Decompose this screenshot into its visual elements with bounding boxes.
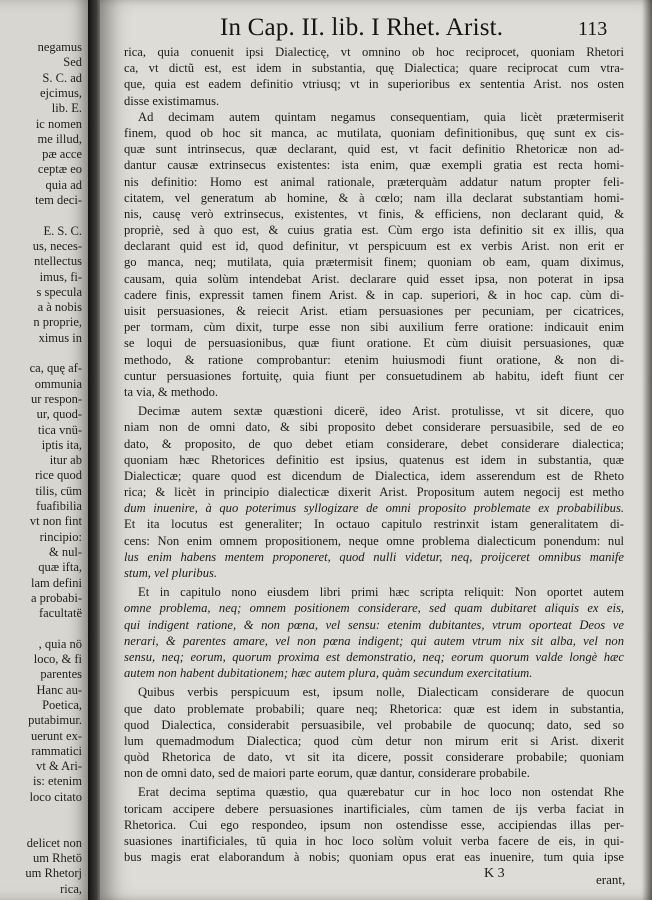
text-line: quoniam hæc Rhetorices definitio est ipsius, quatenus est idem in substantia, quæ [124,452,624,467]
text-line: quòd Rhetorica de dato, vt sit ita dicere, possit considerare probabile; quoniam [124,750,624,765]
left-page-line: rammatici [31,743,82,758]
text-line: rica; & licèt in principio dialecticæ dixerit Arist. Propositum autem negocij est metho [124,485,624,500]
left-page-line: S. C. ad [42,70,82,85]
left-page-line: quæ ifta, [38,560,82,575]
text-line: sensu, neq; eorum, quorum proxima est demonstratio, neq; eorum quorum valde longè hæc [124,649,624,664]
left-page-line: ur, quod- [36,407,82,422]
catchword: erant, [596,872,626,887]
left-page-line: itur ab [49,453,82,468]
left-page-line: imus, fi- [39,269,82,284]
text-line: toricam accipere debere persuasiones inartificiales, cùm tamen de ijs verba faciat in [124,801,624,816]
left-page-line: parentes [40,667,82,682]
left-page-line: a probabi- [30,590,82,605]
text-line: cadere finis, expressit tamen finem Arist. & in cap. superiori, & in hoc cap. cùm di- [124,287,624,302]
left-page-line: tica vnü- [37,422,82,437]
signature-mark: K 3 [484,866,505,881]
left-page-line: facultatë [38,606,82,621]
left-page-line: negamus [37,40,82,54]
left-page-line: vt & Ari- [36,759,82,774]
left-page-line: Poetica, [42,697,82,712]
left-page-line: n proprie, [33,315,82,330]
text-line: lus enim habens mentem proponeret, quod nulli videtur, neq, proijceret omnibus manife [124,549,624,564]
left-page-line: loco, & fi [33,652,82,666]
text-line: causam, quia solùm intendebat Arist. declarare quid esset ipsa, non poterat in ipsa [124,271,624,286]
text-line: declarant quid est id, quod definitur, vt perspicuum est ex verbis Arist. non erit er [124,239,624,254]
left-page-line: tilis, cüm [35,483,82,498]
left-page-line: um Rhetö [33,850,82,865]
text-line: quæ sunt intrinsecus, quæ declarant, quid est, vt facit definitio Rhetoricæ non ad- [124,142,624,157]
text-line: finem, quod ob hoc sit manca, ac mutilata, quoniam definitionibus, quę sunt ex cis- [124,125,624,140]
text-line: qui indigent ratione, & non pœna, vel sensu: etenim dubitantes, vtrum oporteat Deos ve [124,617,624,632]
text-line: Et in capitulo nono eiusdem libri primi hæc scripta reliquit: Non oportet autem [138,585,624,600]
left-page-line: quia ad [45,177,82,192]
text-line: Erat decima septima quæstio, qua quærebatur cur in hoc loco non ostendat Rhe [138,785,624,800]
left-page-line: & nul- [49,544,82,559]
left-page-line: us, neces- [32,238,82,253]
left-page-line: iptis ita, [41,437,82,452]
left-page-line: s specula [36,284,82,299]
left-page-line: lib. E. [51,101,82,116]
text-line: bus magis erat elaborandum à nobis; quoniam opus erat eas inuenire, tum quia ipse [124,850,624,865]
text-line: cuntur persuasiones fortuitę, quia fiunt per consuetudinem ab habitu, ideft fiunt cer [124,368,624,383]
running-head: In Cap. II. lib. I Rhet. Arist. [220,14,504,41]
text-line: citatem, vel generatum ab homine, & à cœlo; nam illa declarat substantiam homi- [124,190,624,205]
left-page-line: , quia nö [38,636,82,651]
text-line: nerari, & parentes amare, vel non pœna indigent; qui autem vtrum nix sit alba, vel non [124,633,624,648]
text-line: dantur causæ extrinsecus existentes: ista enim, quæ exempli gratia est recta homi- [124,158,624,173]
text-line: Et ita locutus est generaliter; In octauo capitulo restrinxit istam generalitatem di- [124,517,624,532]
text-line: ta via, & methodo. [124,384,219,399]
left-page-line: uerunt ex- [30,728,82,743]
text-line: niam non de omni dato, & sibi proposito debet considerare persuasibile, sed de eo [124,420,624,435]
left-page-line: ca, quę af- [29,361,82,376]
left-page-line: ceptæ eo [37,162,82,177]
left-page-line: vt non fint [29,514,82,529]
text-line: lum quemadmodum Dialectica; quod cùm detur non mirum erit si Arist. dixerit [124,733,624,748]
text-line: nis definitio: Homo est animal rationale, præterquàm addatur natum propter feli- [124,174,624,189]
text-line: Quibus verbis perspicuum est, ipsum nolle, Dialecticam considerare de quocun [138,685,624,700]
text-line: Ad decimam autem quintam negamus consequentiam, quia licèt prætermiserit [138,109,624,124]
text-line: se loqui de persuasionibus, quæ fiunt oratione. Et cùm diuisit persuasiones, quæ [124,336,624,351]
left-page-line: me illud, [37,131,82,146]
text-line: suasiones inartificiales, tũ quia in hoc loco solùm voluit verba facere de eis, in qui- [124,834,624,848]
left-page-line: um Rhetorj [25,866,82,881]
text-line: non de omni dato, sed de maiori parte eorum, quæ dantur, considerare probabile. [124,766,530,781]
left-page-line: ur respon- [30,391,82,406]
text-line: Dialecticæ; quare quod est dicendum de Dialectica, idem asserendum est de Rheto [124,468,624,483]
text-line: rica, quia conuenit ipsi Dialecticę, vt omnino ob hoc reciprocet, quoniam Rhetori [124,45,624,59]
text-line: Decimæ autem sextæ quæstioni dicerë, ideo Arist. protulisse, vt sit dicere, quo [138,404,624,419]
left-page-line: ic nomen [35,116,82,131]
text-line: omne problema, neq; omnem positionem considerare, sed quam dubitaret aliquis ex eis, [124,601,624,616]
left-page-line: delicet non [26,835,82,850]
text-line: Rhetorica. Cui ego respondeo, ipsum non ostendisse esse, accipiendas illas per- [124,817,624,832]
left-page-line: rica, [60,881,82,896]
text-line: go manca, neq; mutilata, quia prætermisit finem; quoniam ob eam, quam diximus, [124,255,624,270]
page-edge-shadow [642,0,652,900]
left-page-line: ejcimus, [39,85,82,100]
text-line: ca, vt dictũ est, est idem in substantia, quę Dialectica; quare reciprocat cum vtra- [124,61,624,76]
left-page-line: lam defini [30,575,82,590]
left-page-line: ommunia [34,376,82,391]
left-page-line: ntellectus [34,254,82,269]
left-page-line: fuafibilia [36,499,82,513]
text-line: cens: Non enim omnem propositionem, neque omne problema dialecticum ponendum: nul [124,533,624,548]
left-page-line: rice quod [35,468,82,483]
left-page-line: ximus in [38,330,82,345]
left-page-line: pæ acce [42,147,82,162]
left-page-line: E. S. C. [43,223,82,238]
text-line: disse existimamus. [124,93,220,108]
left-page-line: Sed [63,55,82,70]
text-line: methodo, & ratione comprobantur: etenim huiusmodi fiunt oratione, & non di- [124,352,624,367]
text-line: que dato problemate probabili; quare neq; Rhetorica: quæ est idem in substantia, [124,701,624,716]
right-page [100,0,652,900]
text-line: stum, vel pluribus. [124,566,218,580]
left-page-line: tem deci- [35,193,82,207]
text-line: uisit persuasiones, & reiecit Arist. etiam persuasiones per pecuniam, per cicatrices, [124,304,624,318]
left-page-line: rincipio: [39,529,82,544]
text-line: autem non habent dubitationem; hæc autem plura, quàm secundum exercitatium. [124,666,533,681]
body-text [124,44,624,865]
left-page-line: loco citato [29,789,82,804]
left-page-line: Hanc au- [36,682,82,697]
page-number: 113 [578,18,608,40]
left-page [0,0,92,900]
left-page-line: putabimur. [28,713,82,728]
text-line: nis, causę verò extrinsecus, existentes, vt finis, & efficiens, non declarant quid, & [124,206,624,221]
text-line: quod Dialectica, considerabit persuasibile, vel probabile de quocunq; dato, sed so [124,717,624,732]
text-line: propriè, sed à quo est, & cuius gratia est. Cùm ergo ista definitio sit ex illis, qua [124,223,624,238]
text-line: que, quia est eadem definitio vtriusq; vt in superioribus ex sententia Arist. nos osten [124,77,624,92]
text-line: dum inuenire, à quo poterimus syllogizare de omni proposito problemate ex probabilibus. [124,501,624,516]
left-page-line: is: etenim [33,774,82,789]
text-line: per tormam, cùm dixit, turpe esse non sibi auxilium ferre oratione: indicauit enim [124,320,624,335]
text-line: dato, & proposito, de quo debet etiam considerare, debet considerare dialectica; [124,436,624,451]
left-page-line: a à nobis [37,300,82,315]
